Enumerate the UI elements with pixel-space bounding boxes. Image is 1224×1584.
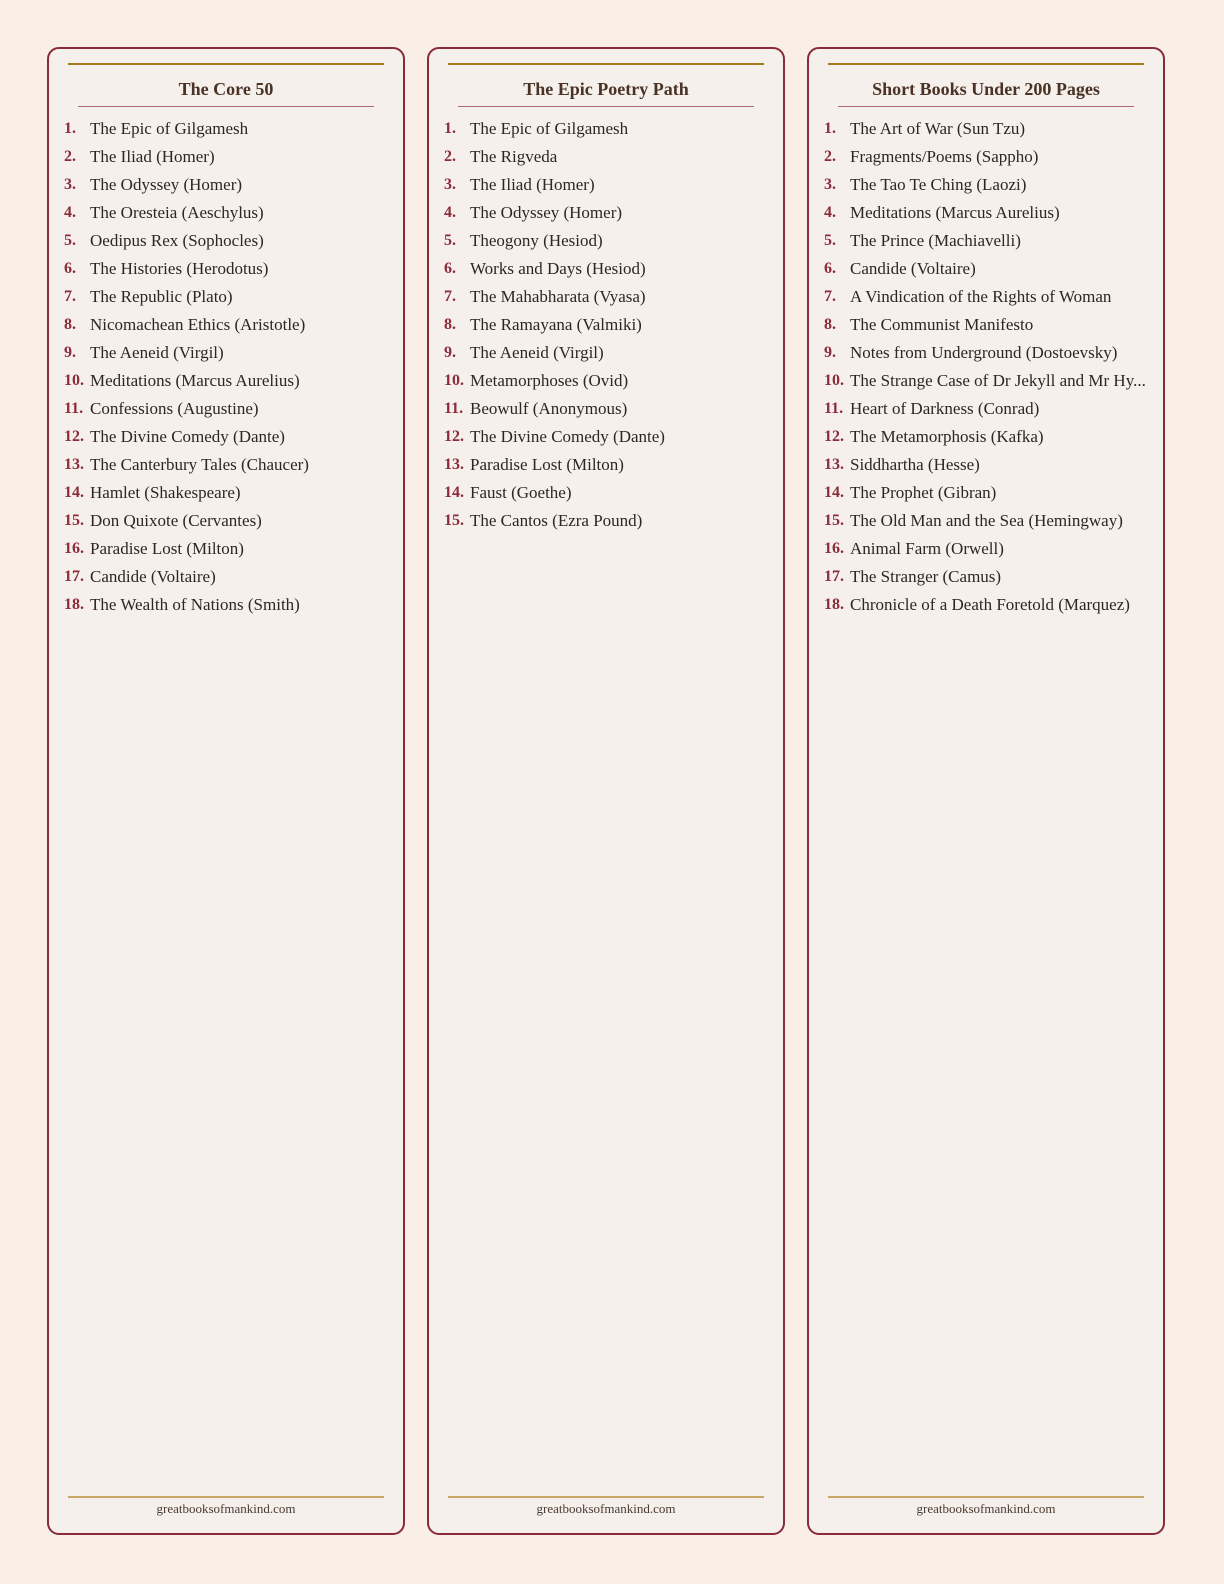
list-item [64,370,393,398]
book-title: The Strange Case of Dr Jekyll and Mr Hy... [850,371,1146,390]
book-list [444,118,773,538]
list-item [64,426,393,454]
list-item [824,174,1153,202]
item-number: 4. [824,204,836,221]
book-title: The Epic of Gilgamesh [470,119,629,138]
book-title: Meditations (Marcus Aurelius) [850,203,1060,222]
top-divider [68,63,384,65]
item-number: 3. [64,176,76,193]
book-title: Oedipus Rex (Sophocles) [90,231,264,250]
item-number: 17. [824,568,844,585]
book-title: Meditations (Marcus Aurelius) [90,371,300,390]
list-item [444,286,773,314]
item-number: 18. [824,596,844,613]
book-title: Paradise Lost (Milton) [470,455,624,474]
list-item [824,314,1153,342]
title-divider [458,106,754,107]
book-title: Faust (Goethe) [470,483,572,502]
item-number: 14. [444,484,464,501]
list-item [64,398,393,426]
list-item [444,482,773,510]
book-title: Candide (Voltaire) [90,567,216,586]
list-item [64,454,393,482]
book-title: The Republic (Plato) [90,287,233,306]
book-title: The Aeneid (Virgil) [90,343,224,362]
item-number: 16. [824,540,844,557]
book-title: The Canterbury Tales (Chaucer) [90,455,309,474]
item-number: 2. [64,148,76,165]
item-number: 18. [64,596,84,613]
book-title: The Prince (Machiavelli) [850,231,1021,250]
item-number: 3. [824,176,836,193]
list-item [824,202,1153,230]
item-number: 4. [64,204,76,221]
book-title: Don Quixote (Cervantes) [90,511,262,530]
book-list [824,118,1153,622]
item-number: 1. [64,120,76,137]
top-divider [448,63,764,65]
list-item [64,482,393,510]
item-number: 6. [64,260,76,277]
book-title: Candide (Voltaire) [850,259,976,278]
book-title: Paradise Lost (Milton) [90,539,244,558]
book-title: The Tao Te Ching (Laozi) [850,175,1027,194]
item-number: 9. [64,344,76,361]
bottom-divider [68,1496,384,1498]
item-number: 6. [824,260,836,277]
list-item [824,118,1153,146]
list-item [444,118,773,146]
top-divider [828,63,1144,65]
item-number: 2. [444,148,456,165]
list-item [64,202,393,230]
list-item [444,342,773,370]
book-title: Siddhartha (Hesse) [850,455,980,474]
item-number: 11. [444,400,464,417]
item-number: 2. [824,148,836,165]
item-number: 14. [824,484,844,501]
book-title: The Divine Comedy (Dante) [90,427,285,446]
list-item [444,510,773,538]
item-number: 5. [824,232,836,249]
book-title: The Odyssey (Homer) [470,203,623,222]
book-title: The Histories (Herodotus) [90,259,269,278]
item-number: 17. [64,568,84,585]
book-title: The Metamorphosis (Kafka) [850,427,1044,446]
item-number: 10. [444,372,464,389]
title-divider [78,106,374,107]
item-number: 5. [64,232,76,249]
bookmark-core-50 [47,47,405,1535]
book-title: Beowulf (Anonymous) [470,399,628,418]
item-number: 13. [64,456,84,473]
list-item [64,314,393,342]
item-number: 13. [824,456,844,473]
item-number: 10. [64,372,84,389]
bookmark-title: The Epic Poetry Path [523,79,689,99]
footer-website: greatbooksofmankind.com [916,1501,1056,1516]
item-number: 16. [64,540,84,557]
book-title: The Prophet (Gibran) [850,483,997,502]
book-title: The Rigveda [470,147,558,166]
list-item [824,566,1153,594]
list-item [824,230,1153,258]
item-number: 1. [824,120,836,137]
list-item [64,174,393,202]
book-title: Confessions (Augustine) [90,399,259,418]
list-item [824,370,1153,398]
title-divider [838,106,1134,107]
list-item [64,510,393,538]
item-number: 14. [64,484,84,501]
book-title: The Mahabharata (Vyasa) [470,287,646,306]
item-number: 10. [824,372,844,389]
item-number: 8. [824,316,836,333]
list-item [444,426,773,454]
book-title: Animal Farm (Orwell) [850,539,1004,558]
item-number: 9. [824,344,836,361]
list-item [64,286,393,314]
item-number: 13. [444,456,464,473]
book-title: The Art of War (Sun Tzu) [850,119,1026,138]
bookmark-sheet [47,47,1165,1535]
item-number: 7. [444,288,456,305]
book-title: The Iliad (Homer) [90,147,215,166]
list-item [444,146,773,174]
list-item [824,146,1153,174]
bookmark-epic-poetry-path [427,47,785,1535]
book-title: The Stranger (Camus) [850,567,1002,586]
book-title: Nicomachean Ethics (Aristotle) [90,315,306,334]
item-number: 12. [444,428,464,445]
list-item [824,510,1153,538]
list-item [64,566,393,594]
item-number: 8. [444,316,456,333]
list-item [824,342,1153,370]
list-item [824,538,1153,566]
book-title: The Divine Comedy (Dante) [470,427,665,446]
book-title: Notes from Underground (Dostoevsky) [850,343,1118,362]
list-item [824,482,1153,510]
list-item [64,118,393,146]
list-item [444,258,773,286]
item-number: 11. [64,400,84,417]
list-item [64,538,393,566]
book-title: Hamlet (Shakespeare) [90,483,241,502]
book-title: The Epic of Gilgamesh [90,119,249,138]
book-title: The Ramayana (Valmiki) [470,315,642,334]
item-number: 9. [444,344,456,361]
bookmark-short-books [807,47,1165,1535]
book-title: A Vindication of the Rights of Woman [850,287,1112,306]
list-item [444,202,773,230]
bookmark-title: Short Books Under 200 Pages [872,79,1100,99]
book-title: Works and Days (Hesiod) [470,259,646,278]
item-number: 7. [824,288,836,305]
item-number: 15. [64,512,84,529]
list-item [824,594,1153,622]
book-title: Metamorphoses (Ovid) [470,371,629,390]
item-number: 4. [444,204,456,221]
book-title: The Aeneid (Virgil) [470,343,604,362]
item-number: 7. [64,288,76,305]
list-item [824,426,1153,454]
book-title: The Communist Manifesto [850,315,1034,334]
list-item [824,286,1153,314]
list-item [64,230,393,258]
item-number: 8. [64,316,76,333]
book-title: The Wealth of Nations (Smith) [90,595,300,614]
list-item [64,146,393,174]
book-title: The Cantos (Ezra Pound) [470,511,643,530]
list-item [444,174,773,202]
list-item [64,258,393,286]
list-item [64,342,393,370]
item-number: 5. [444,232,456,249]
book-list [64,118,393,622]
item-number: 12. [824,428,844,445]
item-number: 6. [444,260,456,277]
item-number: 11. [824,400,844,417]
item-number: 15. [444,512,464,529]
item-number: 12. [64,428,84,445]
list-item [444,370,773,398]
book-title: The Oresteia (Aeschylus) [90,203,264,222]
list-item [824,398,1153,426]
book-title: The Old Man and the Sea (Hemingway) [850,511,1123,530]
bottom-divider [828,1496,1144,1498]
book-title: The Odyssey (Homer) [90,175,243,194]
book-title: The Iliad (Homer) [470,175,595,194]
list-item [444,230,773,258]
item-number: 1. [444,120,456,137]
list-item [444,398,773,426]
book-title: Fragments/Poems (Sappho) [850,147,1039,166]
list-item [444,454,773,482]
list-item [824,258,1153,286]
book-title: Heart of Darkness (Conrad) [850,399,1040,418]
footer-website: greatbooksofmankind.com [536,1501,676,1516]
list-item [824,454,1153,482]
item-number: 15. [824,512,844,529]
footer-website: greatbooksofmankind.com [156,1501,296,1516]
list-item [64,594,393,622]
item-number: 3. [444,176,456,193]
book-title: Chronicle of a Death Foretold (Marquez) [850,595,1130,614]
bottom-divider [448,1496,764,1498]
book-title: Theogony (Hesiod) [470,231,603,250]
list-item [444,314,773,342]
bookmark-title: The Core 50 [178,79,274,99]
